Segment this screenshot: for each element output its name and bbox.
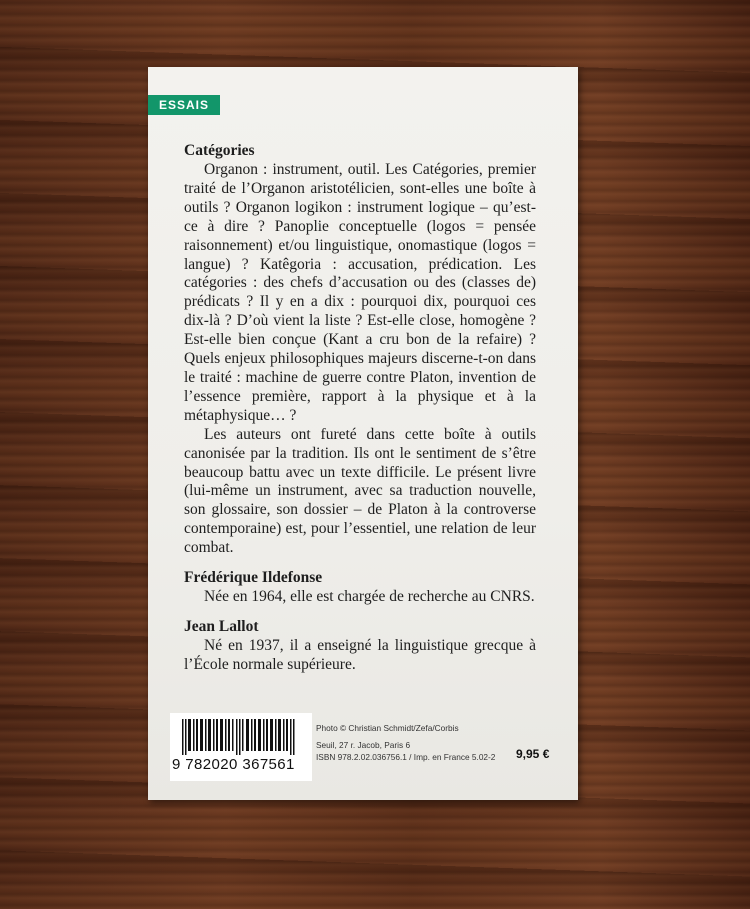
blurb	[184, 141, 536, 675]
description-paragraph-2: Les auteurs ont fureté dans cette boîte à outils canonisée par la tradition. Ils ont le sentiment de s’être beaucoup battu avec un texte difficile. Le présent livre (lui-même un instrument, avec sa traduction nouvelle, son glossaire, son dossier – de Platon à la controverse contemporaine) est, pour l’essentiel, une relation de leur combat.	[184, 425, 536, 557]
author-bio-2: Né en 1937, il a enseigné la linguistique grecque à l’École normale supérieure.	[184, 636, 536, 673]
cover-footer	[170, 713, 570, 783]
publication-info	[316, 722, 506, 764]
photo-credit: Photo © Christian Schmidt/Zefa/Corbis	[316, 723, 459, 733]
book-back-cover	[148, 67, 578, 800]
section-title: Catégories	[184, 142, 255, 159]
author-name-1: Frédérique Ildefonse	[184, 569, 323, 587]
description-paragraph-1: Organon : instrument, outil. Les Catégories, premier traité de l’Organon aristotélicien, sont-elles une boîte à outils ? Organon logikon : instrument logique – qu’est-ce à dire ? Panoplie conceptuelle (logos = pensée raisonnement) et/ou linguistique, onomastique (logos = langue) ? Katêgoria : accusation, prédication. Les catégories : des chefs d’accusation ou des (classes de) prédicats ? Il y en a dix : pourquoi dix, pourquoi ces dix-là ? D’où vient la liste ? Est-elle close, homogène ? Est-elle bien conçue (Kant a cru bon de la refaire) ? Quels enjeux philosophiques majeurs discerne-t-on dans le traité : machine de guerre contre Platon, invention de l’essence première, rapport à la physique et à la métaphysique… ?	[184, 161, 536, 424]
author-bio-1: Née en 1964, elle est chargée de recherche au CNRS.	[204, 588, 535, 606]
series-label: ESSAIS	[148, 95, 220, 115]
price: 9,95 €	[516, 747, 550, 761]
publisher-address: Seuil, 27 r. Jacob, Paris 6	[316, 739, 411, 750]
isbn-line: ISBN 978.2.02.036756.1 / Imp. en France 5.02-2	[316, 752, 496, 762]
barcode-digits: 9 782020 367561	[172, 756, 295, 773]
barcode-bars-icon	[174, 719, 308, 755]
barcode	[170, 713, 312, 781]
author-name-2: Jean Lallot	[184, 617, 259, 635]
